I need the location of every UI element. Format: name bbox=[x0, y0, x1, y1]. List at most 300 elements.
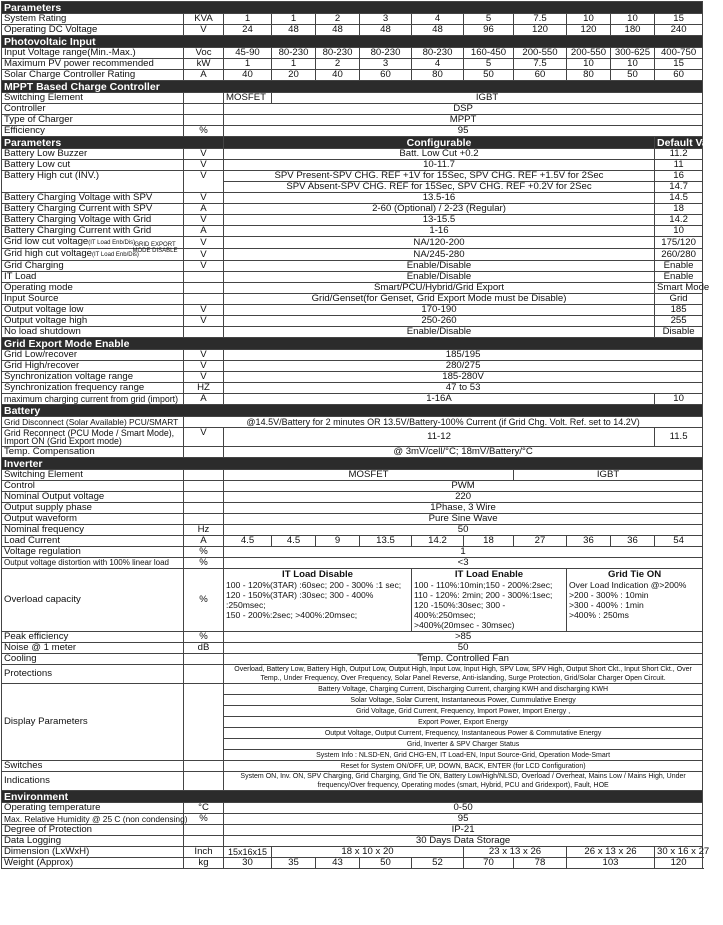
cell: Smart Mode bbox=[655, 283, 703, 294]
row-label: IT Load bbox=[2, 272, 184, 283]
table-row bbox=[2, 536, 703, 547]
row-unit bbox=[184, 470, 224, 481]
table-row bbox=[2, 761, 703, 772]
cell: 11.2 bbox=[655, 149, 703, 160]
table-row bbox=[2, 803, 703, 814]
row-label: Max. Relative Humidity @ 25 C (non condensing) bbox=[2, 814, 184, 825]
row-label: Degree of Protection bbox=[2, 825, 184, 836]
cell: Grid bbox=[655, 294, 703, 305]
row-label: Nominal Output voltage bbox=[2, 492, 184, 503]
cell: 14.5 bbox=[655, 193, 703, 204]
cell: 4.5 bbox=[224, 536, 272, 547]
cell: 10 bbox=[567, 59, 611, 70]
table-row bbox=[2, 632, 703, 643]
cell: 15x16x15 bbox=[224, 847, 272, 858]
grid-low-note: (IT Load Enb/Dis) bbox=[88, 240, 136, 246]
cell: 2 bbox=[316, 59, 360, 70]
table-row bbox=[2, 305, 703, 316]
spec-table bbox=[1, 1, 723, 869]
row-label: Operating DC Voltage bbox=[2, 25, 184, 36]
table-row bbox=[2, 283, 703, 294]
row-unit: V bbox=[184, 25, 224, 36]
cell: 5 bbox=[464, 14, 514, 25]
section-photovoltaic-input: Photovoltaic Input bbox=[2, 36, 703, 48]
row-label: Data Logging bbox=[2, 836, 184, 847]
overload-line: >200 - 300% : 10min bbox=[569, 590, 649, 600]
table-row bbox=[2, 447, 703, 458]
table-row bbox=[2, 858, 703, 869]
row-label: Grid Disconnect (Solar Available) PCU/SMART bbox=[2, 417, 184, 428]
cell: 24 bbox=[224, 25, 272, 36]
cell: 120 bbox=[655, 858, 703, 869]
row-label: Switches bbox=[2, 761, 184, 772]
row-unit: A bbox=[184, 70, 224, 81]
row-label: Battery Low Buzzer bbox=[2, 149, 184, 160]
table-row bbox=[2, 126, 703, 137]
cell: 43 bbox=[316, 858, 360, 869]
cell: 30 x 16 x 27 bbox=[655, 847, 703, 858]
cell: Enable/Disable bbox=[224, 327, 655, 338]
cell: 10 bbox=[611, 59, 655, 70]
overload-line: 120 - 150%(3TAR) :30sec; 300 - 400% :250msec; bbox=[226, 590, 374, 610]
cell: 50 bbox=[611, 70, 655, 81]
cell: 13-15.5 bbox=[224, 215, 655, 226]
overload-grid-tie bbox=[567, 569, 703, 632]
cell: 3 bbox=[360, 14, 412, 25]
section-configurable: Parameters Configurable Default Value bbox=[2, 137, 703, 149]
row-unit bbox=[184, 665, 224, 684]
cell: 2-60 (Optional) / 2-23 (Regular) bbox=[224, 204, 655, 215]
row-unit: V bbox=[184, 372, 224, 383]
overload-line: 100 - 120%(3TAR) :60sec; 200 - 300% :1 sec; bbox=[226, 580, 402, 590]
cell: 1 bbox=[224, 14, 272, 25]
cell: 11 bbox=[655, 160, 703, 171]
cell: 185-280V bbox=[224, 372, 703, 383]
cell: 27 bbox=[514, 536, 567, 547]
cell: 14.2 bbox=[655, 215, 703, 226]
cell: Batt. Low Cut +0.2 bbox=[224, 149, 655, 160]
row-label: Display Parameters bbox=[2, 684, 184, 761]
cell: 13.5 bbox=[360, 536, 412, 547]
overload-it-disable-title: IT Load Disable bbox=[282, 569, 353, 580]
row-label: Solar Charge Controller Rating bbox=[2, 70, 184, 81]
table-row bbox=[2, 215, 703, 226]
row-label: Operating temperature bbox=[2, 803, 184, 814]
table-row bbox=[2, 481, 703, 492]
cell: 10 bbox=[655, 226, 703, 237]
cell: 10-11.7 bbox=[224, 160, 655, 171]
cell: 120 bbox=[567, 25, 611, 36]
overload-line: >400% : 250ms bbox=[569, 610, 629, 620]
row-unit bbox=[184, 93, 224, 104]
cell: 15 bbox=[655, 14, 703, 25]
row-label: Grid Reconnect (PCU Mode / Smart Mode), Import ON (Grid Export mode) bbox=[2, 428, 184, 447]
cell: 5 bbox=[464, 59, 514, 70]
row-label: Control bbox=[2, 481, 184, 492]
row-unit: V bbox=[184, 261, 224, 272]
cell: 50 bbox=[224, 643, 703, 654]
cell: Enable bbox=[655, 272, 703, 283]
indications-list: System ON, Inv. ON, SPV Charging, Grid Charging, Grid Tie ON, Battery Low/High/NLSD, Overload / Overheat, Mains Low / Mains High, Under frequency/Over frequency, Operating modes (smart, Hybrid, PCU and Gridexport), Fault, HOE bbox=[224, 772, 703, 791]
table-row bbox=[2, 249, 703, 261]
cell: 280/275 bbox=[224, 361, 703, 372]
table-row bbox=[2, 115, 703, 126]
row-unit: °C bbox=[184, 803, 224, 814]
row-unit bbox=[184, 761, 224, 772]
row-unit bbox=[184, 514, 224, 525]
row-label: Voltage regulation bbox=[2, 547, 184, 558]
display-line: Solar Voltage, Solar Current, Instantaneous Power, Cummulative Energy bbox=[224, 695, 703, 706]
row-unit: % bbox=[184, 632, 224, 643]
cell: 80-230 bbox=[272, 48, 316, 59]
row-label: Output voltage high bbox=[2, 316, 184, 327]
table-row bbox=[2, 814, 703, 825]
table-row bbox=[2, 654, 703, 665]
row-unit: % bbox=[184, 558, 224, 569]
table-row bbox=[2, 470, 703, 481]
table-row bbox=[2, 14, 703, 25]
grid-export-note: GRID EXPORT MODE DISABLE bbox=[132, 242, 178, 254]
table-row bbox=[2, 193, 703, 204]
display-line: Battery Voltage, Charging Current, Discharging Current, charging KWH and discharging KWH bbox=[224, 684, 703, 695]
row-unit bbox=[184, 836, 224, 847]
row-unit: V bbox=[184, 171, 224, 193]
overload-line: Over Load Indication @>200% bbox=[569, 580, 687, 590]
row-label: Controller bbox=[2, 104, 184, 115]
cell: 48 bbox=[360, 25, 412, 36]
row-unit bbox=[184, 104, 224, 115]
cell: 15 bbox=[655, 59, 703, 70]
overload-line: >300 - 400% : 1min bbox=[569, 600, 644, 610]
table-row bbox=[2, 383, 703, 394]
cell: 78 bbox=[514, 858, 567, 869]
cell: 260/280 bbox=[655, 249, 703, 261]
row-label: No load shutdown bbox=[2, 327, 184, 338]
table-row bbox=[2, 643, 703, 654]
table-row bbox=[2, 428, 703, 447]
overload-it-disable bbox=[224, 569, 412, 632]
row-label: Input Voltage range(Min.-Max.) bbox=[2, 48, 184, 59]
section-grid-export: Grid Export Mode Enable bbox=[2, 338, 703, 350]
row-unit: A bbox=[184, 226, 224, 237]
cell: 35 bbox=[272, 858, 316, 869]
cell: 4 bbox=[412, 14, 464, 25]
section-inverter: Inverter bbox=[2, 458, 703, 470]
row-label: Battery High cut (INV.) bbox=[2, 171, 184, 193]
row-unit bbox=[184, 772, 224, 791]
cell: 120 bbox=[514, 25, 567, 36]
row-unit: A bbox=[184, 204, 224, 215]
row-unit: HZ bbox=[184, 383, 224, 394]
table-row bbox=[2, 104, 703, 115]
cell: 20 bbox=[272, 70, 316, 81]
table-row bbox=[2, 226, 703, 237]
cell: 1 bbox=[224, 547, 703, 558]
table-row bbox=[2, 525, 703, 536]
grid-high-label: Grid high cut voltage bbox=[4, 248, 92, 259]
table-row bbox=[2, 272, 703, 283]
cell: 300-625 bbox=[611, 48, 655, 59]
row-label: Output voltage low bbox=[2, 305, 184, 316]
table-row bbox=[2, 836, 703, 847]
cell: Enable/Disable bbox=[224, 272, 655, 283]
cell: 40 bbox=[224, 70, 272, 81]
table-row bbox=[2, 514, 703, 525]
cell: 13.5-16 bbox=[224, 193, 655, 204]
table-row bbox=[2, 316, 703, 327]
section-battery: Battery bbox=[2, 405, 703, 417]
row-unit: KVA bbox=[184, 14, 224, 25]
cell: 80-230 bbox=[316, 48, 360, 59]
row-label: Protections bbox=[2, 665, 184, 684]
row-label: Synchronization voltage range bbox=[2, 372, 184, 383]
cell: SPV Absent-SPV CHG. REF for 15Sec, SPV CHG. REF +0.2V for 2Sec bbox=[224, 182, 655, 193]
section-mppt: MPPT Based Charge Controller bbox=[2, 81, 703, 93]
row-label: Battery Charging Voltage with SPV bbox=[2, 193, 184, 204]
cell: 1Phase, 3 Wire bbox=[224, 503, 703, 514]
row-unit bbox=[184, 481, 224, 492]
cell: 9 bbox=[316, 536, 360, 547]
row-unit: A bbox=[184, 536, 224, 547]
cell: 60 bbox=[360, 70, 412, 81]
cell: 30 bbox=[224, 858, 272, 869]
row-unit: V bbox=[184, 160, 224, 171]
cell: 7.5 bbox=[514, 14, 567, 25]
cell: 10 bbox=[655, 394, 703, 405]
cell: 23 x 13 x 26 bbox=[464, 847, 567, 858]
grid-high-note: (IT Load Enb/Dis) bbox=[92, 252, 139, 258]
row-unit: V bbox=[184, 237, 224, 249]
cell: 30 Days Data Storage bbox=[224, 836, 703, 847]
row-label: Switching Element bbox=[2, 470, 184, 481]
row-label: Battery Low cut bbox=[2, 160, 184, 171]
row-unit bbox=[184, 447, 224, 458]
row-label: Battery Charging Current with Grid bbox=[2, 226, 184, 237]
row-unit: dB bbox=[184, 643, 224, 654]
protections-list: Overload, Battery Low, Battery High, Output Low, Output High, Input Low, Input High, SPV Low, SPV High, Output Short Ckt., Input Short Ckt., Over Temp., Under Frequency, Over Frequency, Solar Panel Reverse, Anti-islanding, Surge Protection, Grid/Solar Charger Open Circuit. bbox=[224, 665, 703, 684]
row-label: Battery Charging Voltage with Grid bbox=[2, 215, 184, 226]
display-line: System Info : NLSD-EN, Grid CHG-EN, IT Load-EN, Input Source-Grid, Operation Mode-Smart bbox=[224, 750, 703, 761]
cell: 96 bbox=[464, 25, 514, 36]
table-row bbox=[2, 59, 703, 70]
cell: 255 bbox=[655, 316, 703, 327]
cell: 160-450 bbox=[464, 48, 514, 59]
row-unit: % bbox=[184, 547, 224, 558]
cell: @14.5V/Battery for 2 minutes OR 13.5V/Battery-100% Current (if Grid Chg. Volt. Ref. set to 14.2V) bbox=[184, 417, 703, 428]
row-label: Grid Charging bbox=[2, 261, 184, 272]
row-label: Efficiency bbox=[2, 126, 184, 137]
cell: 16 bbox=[655, 171, 703, 182]
row-unit: % bbox=[184, 126, 224, 137]
row-unit: Voc bbox=[184, 48, 224, 59]
cell: 180 bbox=[611, 25, 655, 36]
cell: 175/120 bbox=[655, 237, 703, 249]
cell: 52 bbox=[412, 858, 464, 869]
table-row bbox=[2, 350, 703, 361]
cell: 70 bbox=[464, 858, 514, 869]
cell: 200-550 bbox=[514, 48, 567, 59]
row-unit: V bbox=[184, 428, 224, 447]
cell: MOSFET bbox=[224, 93, 272, 104]
table-row bbox=[2, 492, 703, 503]
cell: 250-260 bbox=[224, 316, 655, 327]
cell: 2 bbox=[316, 14, 360, 25]
row-label: Output supply phase bbox=[2, 503, 184, 514]
table-row bbox=[2, 70, 703, 81]
cell: 220 bbox=[224, 492, 703, 503]
section-environment: Environment bbox=[2, 791, 703, 803]
cell: 18 bbox=[655, 204, 703, 215]
display-line: Output Voltage, Output Current, Frequency, Instantaneous Power & Commutative Energy bbox=[224, 728, 703, 739]
row-label: Switching Element bbox=[2, 93, 184, 104]
cell: NA/120-200 bbox=[224, 237, 655, 249]
cell: Disable bbox=[655, 327, 703, 338]
cell: IGBT bbox=[272, 93, 703, 104]
cell: DSP bbox=[224, 104, 703, 115]
table-row bbox=[2, 294, 703, 305]
table-row bbox=[2, 149, 703, 160]
cell: 185 bbox=[655, 305, 703, 316]
cell: 14.2 bbox=[412, 536, 464, 547]
table-row bbox=[2, 372, 703, 383]
row-label: Weight (Approx) bbox=[2, 858, 184, 869]
cell: Temp. Controlled Fan bbox=[224, 654, 703, 665]
row-label: Input Source bbox=[2, 294, 184, 305]
row-unit: Inch bbox=[184, 847, 224, 858]
cell: 95 bbox=[224, 126, 703, 137]
cell: 95 bbox=[224, 814, 703, 825]
row-label: Type of Charger bbox=[2, 115, 184, 126]
display-line: Grid Voltage, Grid Current, Frequency, Import Power, Import Energy , bbox=[224, 706, 703, 717]
cell: Pure Sine Wave bbox=[224, 514, 703, 525]
cell: 48 bbox=[412, 25, 464, 36]
cell: 36 bbox=[567, 536, 611, 547]
overload-it-enable bbox=[412, 569, 567, 632]
table-row bbox=[2, 558, 703, 569]
display-line: Grid, Inverter & SPV Charger Status bbox=[224, 739, 703, 750]
cell: 170-190 bbox=[224, 305, 655, 316]
table-row bbox=[2, 327, 703, 338]
table-row bbox=[2, 48, 703, 59]
row-label: Synchronization frequency range bbox=[2, 383, 184, 394]
table-row bbox=[2, 394, 703, 405]
row-unit bbox=[184, 503, 224, 514]
cell: MOSFET bbox=[224, 470, 514, 481]
cell: SPV Present-SPV CHG. REF +1V for 15Sec, SPV CHG. REF +1.5V for 2Sec bbox=[224, 171, 655, 182]
row-unit bbox=[184, 684, 224, 761]
cell: 14.7 bbox=[655, 182, 703, 193]
cell: Enable bbox=[655, 261, 703, 272]
cell: 103 bbox=[567, 858, 655, 869]
cell: 200-550 bbox=[567, 48, 611, 59]
row-label: Grid Low/recover bbox=[2, 350, 184, 361]
cell: 185/195 bbox=[224, 350, 703, 361]
overload-grid-tie-title: Grid Tie ON bbox=[608, 569, 662, 580]
cell: 4 bbox=[412, 59, 464, 70]
cell: 80 bbox=[567, 70, 611, 81]
row-unit bbox=[184, 115, 224, 126]
row-label: Temp. Compensation bbox=[2, 447, 184, 458]
cell: 11-12 bbox=[224, 428, 655, 447]
cell: 18 x 10 x 20 bbox=[272, 847, 464, 858]
overload-it-enable-title: IT Load Enable bbox=[454, 569, 524, 580]
table-row bbox=[2, 361, 703, 372]
cell: 40 bbox=[316, 70, 360, 81]
table-row bbox=[2, 772, 703, 791]
row-unit: V bbox=[184, 193, 224, 204]
cell: @ 3mV/cell/°C; 18mV/Battery/°C bbox=[224, 447, 703, 458]
cell: 1-16A bbox=[224, 394, 655, 405]
row-label: Grid High/recover bbox=[2, 361, 184, 372]
row-unit bbox=[184, 272, 224, 283]
row-unit: V bbox=[184, 316, 224, 327]
grid-low-label: Grid low cut voltage bbox=[4, 236, 89, 247]
table-row bbox=[2, 569, 703, 632]
row-unit: V bbox=[184, 361, 224, 372]
cell: 7.5 bbox=[514, 59, 567, 70]
row-label: Maximum PV power recommended bbox=[2, 59, 184, 70]
cell: NA/245-280 bbox=[224, 249, 655, 261]
cell: 50 bbox=[224, 525, 703, 536]
row-unit: % bbox=[184, 814, 224, 825]
cell: 10 bbox=[611, 14, 655, 25]
cell: 80 bbox=[412, 70, 464, 81]
cell: 10 bbox=[567, 14, 611, 25]
row-unit: V bbox=[184, 305, 224, 316]
cell: IP-21 bbox=[224, 825, 703, 836]
cell: 50 bbox=[360, 858, 412, 869]
cell: 48 bbox=[316, 25, 360, 36]
row-label: Noise @ 1 meter bbox=[2, 643, 184, 654]
cell: 60 bbox=[514, 70, 567, 81]
overload-line: 120 -150%:30sec; 300 - 400%:250msec; bbox=[414, 600, 506, 620]
table-row bbox=[2, 25, 703, 36]
cell: 47 to 53 bbox=[224, 383, 703, 394]
row-label: Peak efficiency bbox=[2, 632, 184, 643]
row-label: Output waveform bbox=[2, 514, 184, 525]
row-unit: V bbox=[184, 350, 224, 361]
cell: 48 bbox=[272, 25, 316, 36]
row-label: System Rating bbox=[2, 14, 184, 25]
row-label: Output voltage distortion with 100% linear load bbox=[2, 558, 184, 569]
cell: 1 bbox=[272, 59, 316, 70]
cell: MPPT bbox=[224, 115, 703, 126]
row-label: Operating mode bbox=[2, 283, 184, 294]
cell: 1-16 bbox=[224, 226, 655, 237]
cell: 36 bbox=[611, 536, 655, 547]
cell: 80-230 bbox=[360, 48, 412, 59]
table-row bbox=[2, 93, 703, 104]
row-label: Load Current bbox=[2, 536, 184, 547]
table-row bbox=[2, 171, 703, 182]
table-row bbox=[2, 684, 703, 695]
cell: 11.5 bbox=[655, 428, 703, 447]
row-label: Cooling bbox=[2, 654, 184, 665]
cell: Enable/Disable bbox=[224, 261, 655, 272]
display-line: Export Power, Export Energy bbox=[224, 717, 703, 728]
row-label: Dimension (LxWxH) bbox=[2, 847, 184, 858]
table-row bbox=[2, 204, 703, 215]
row-unit: % bbox=[184, 569, 224, 632]
section-parameters: Parameters bbox=[2, 2, 703, 14]
row-unit: Hz bbox=[184, 525, 224, 536]
cell: 0-50 bbox=[224, 803, 703, 814]
row-unit: V bbox=[184, 149, 224, 160]
cell: Smart/PCU/Hybrid/Grid Export bbox=[224, 283, 655, 294]
row-label: maximum charging current from grid (import) bbox=[2, 394, 184, 405]
row-label: Overload capacity bbox=[2, 569, 184, 632]
row-unit bbox=[184, 294, 224, 305]
